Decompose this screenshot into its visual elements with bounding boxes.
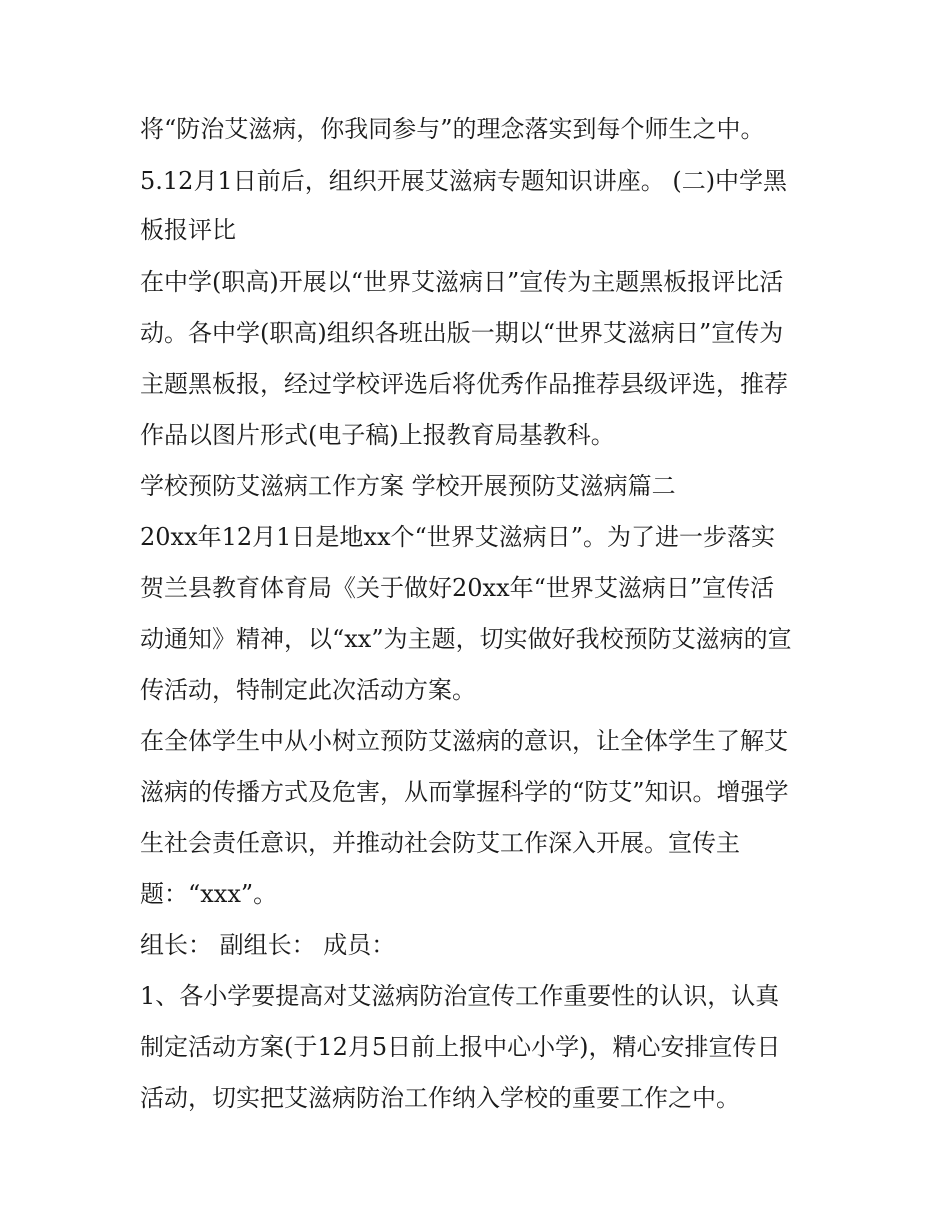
text-line: 在全体学生中从小树立预防艾滋病的意识，让全体学生了解艾 — [140, 727, 788, 755]
text-line: 1、各小学要提高对艾滋病防治宣传工作重要性的认识，认真 — [140, 982, 780, 1010]
text-line: 制定活动方案(于12月5日前上报中心小学)，精心安排宣传日 — [140, 1033, 781, 1061]
text-line: 作品以图片形式(电子稿)上报教育局基教科。 — [140, 421, 615, 449]
text-line: 5.12月1日前后，组织开展艾滋病专题知识讲座。 (二)中学黑 — [140, 167, 788, 195]
text-line: 传活动，特制定此次活动方案。 — [140, 676, 476, 704]
text-line: 动通知》精神，以“xx”为主题，切实做好我校预防艾滋病的宣 — [140, 625, 792, 653]
text-line: 动。各中学(职高)组织各班出版一期以“世界艾滋病日”宣传为 — [140, 319, 784, 347]
text-line: 在中学(职高)开展以“世界艾滋病日”宣传为主题黑板报评比活 — [140, 268, 784, 296]
text-line: 20xx年12月1日是地xx个“世界艾滋病日”。为了进一步落实 — [140, 523, 776, 551]
text-line: 活动，切实把艾滋病防治工作纳入学校的重要工作之中。 — [140, 1084, 740, 1112]
text-line: 将“防治艾滋病，你我同参与”的理念落实到每个师生之中。 — [140, 115, 765, 143]
text-line: 贺兰县教育体育局《关于做好20xx年“世界艾滋病日”宣传活 — [140, 574, 775, 602]
text-line: 生社会责任意识，并推动社会防艾工作深入开展。宣传主 — [140, 829, 740, 857]
text-line: 板报评比 — [140, 216, 236, 244]
section-heading: 学校预防艾滋病工作方案 学校开展预防艾滋病篇二 — [140, 472, 676, 500]
text-line: 题：“xxx”。 — [140, 880, 278, 908]
text-line: 组长： 副组长： 成员： — [140, 931, 396, 959]
text-line: 主题黑板报，经过学校评选后将优秀作品推荐县级评选，推荐 — [140, 370, 788, 398]
text-line: 滋病的传播方式及危害，从而掌握科学的“防艾”知识。增强学 — [140, 778, 789, 806]
